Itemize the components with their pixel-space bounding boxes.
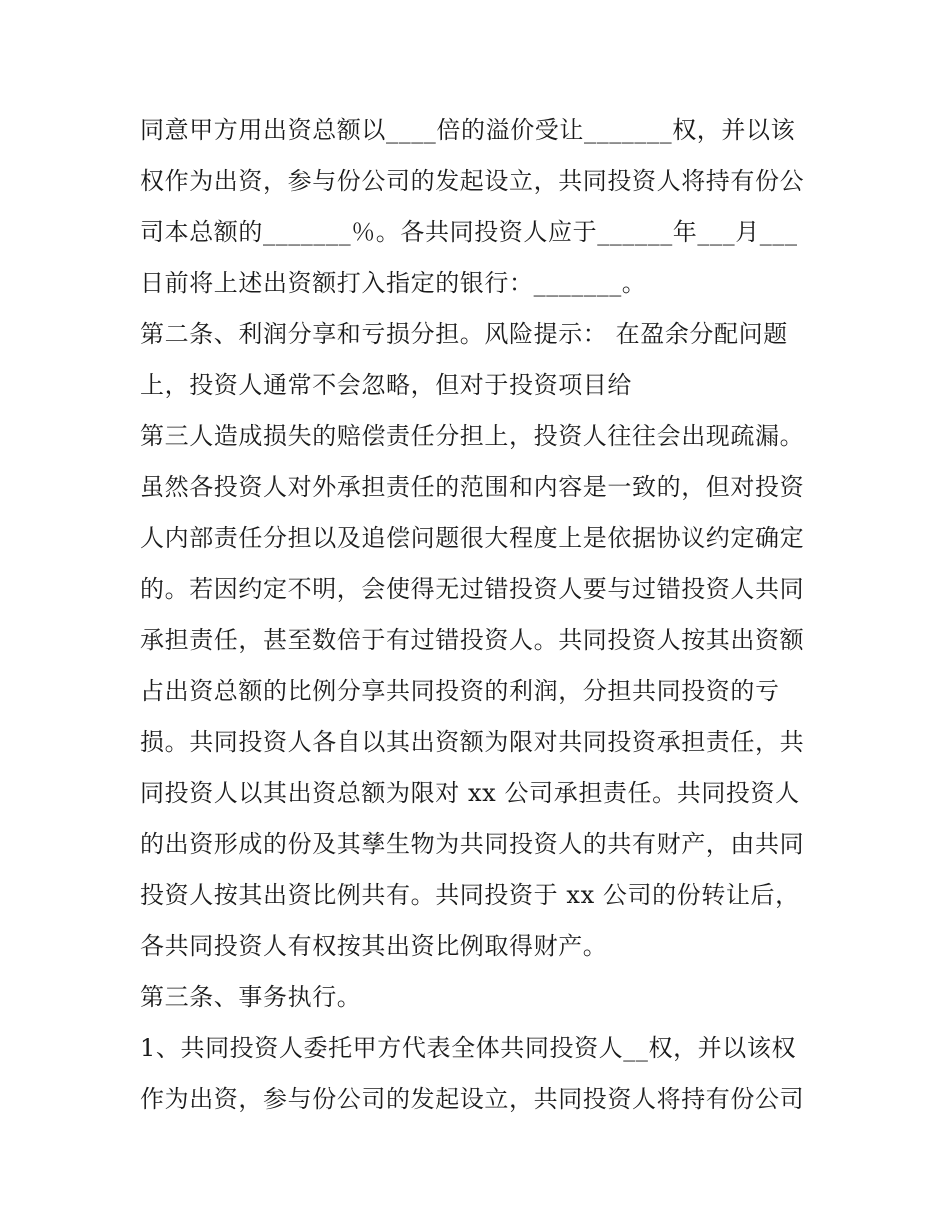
text-line: 虽然各投资人对外承担责任的范围和内容是一致的，但对投资 [140, 473, 805, 501]
text-line: 人内部责任分担以及追偿问题很大程度上是依据协议约定确定 [140, 524, 805, 552]
text-line: 司本总额的_______％。各共同投资人应于______年___月___ [140, 218, 798, 246]
text-line: 投资人按其出资比例共有。共同投资于 xx 公司的份转让后， [140, 881, 800, 909]
text-line: 同意甲方用出资总额以____倍的溢价受让_______权，并以该 [140, 116, 796, 144]
text-line: 同投资人以其出资总额为限对 xx 公司承担责任。共同投资人 [140, 779, 800, 807]
text-line: 的出资形成的份及其孳生物为共同投资人的共有财产，由共同 [140, 830, 805, 858]
text-line: 1、共同投资人委托甲方代表全体共同投资人__权，并以该权 [140, 1034, 797, 1062]
text-line: 损。共同投资人各自以其出资额为限对共同投资承担责任，共 [140, 728, 805, 756]
text-line: 的。若因约定不明，会使得无过错投资人要与过错投资人共同 [140, 575, 805, 603]
text-line: 权作为出资，参与份公司的发起设立，共同投资人将持有份公 [140, 167, 805, 195]
text-line: 承担责任，甚至数倍于有过错投资人。共同投资人按其出资额 [140, 626, 805, 654]
article-2-heading-line: 第二条、利润分享和亏损分担。风险提示： 在盈余分配问题 [140, 320, 788, 348]
text-line: 作为出资，参与份公司的发起设立，共同投资人将持有份公司 [140, 1085, 805, 1113]
article-3-heading: 第三条、事务执行。 [140, 983, 362, 1011]
text-line: 占出资总额的比例分享共同投资的利润，分担共同投资的亏 [140, 677, 780, 705]
text-line: 第三人造成损失的赔偿责任分担上，投资人往往会出现疏漏。 [140, 422, 805, 450]
document-body [140, 105, 830, 1125]
text-line: 日前将上述出资额打入指定的银行：_______。 [140, 269, 647, 297]
text-line: 各共同投资人有权按其出资比例取得财产。 [140, 932, 608, 960]
text-line: 上，投资人通常不会忽略，但对于投资项目给 [140, 371, 632, 399]
